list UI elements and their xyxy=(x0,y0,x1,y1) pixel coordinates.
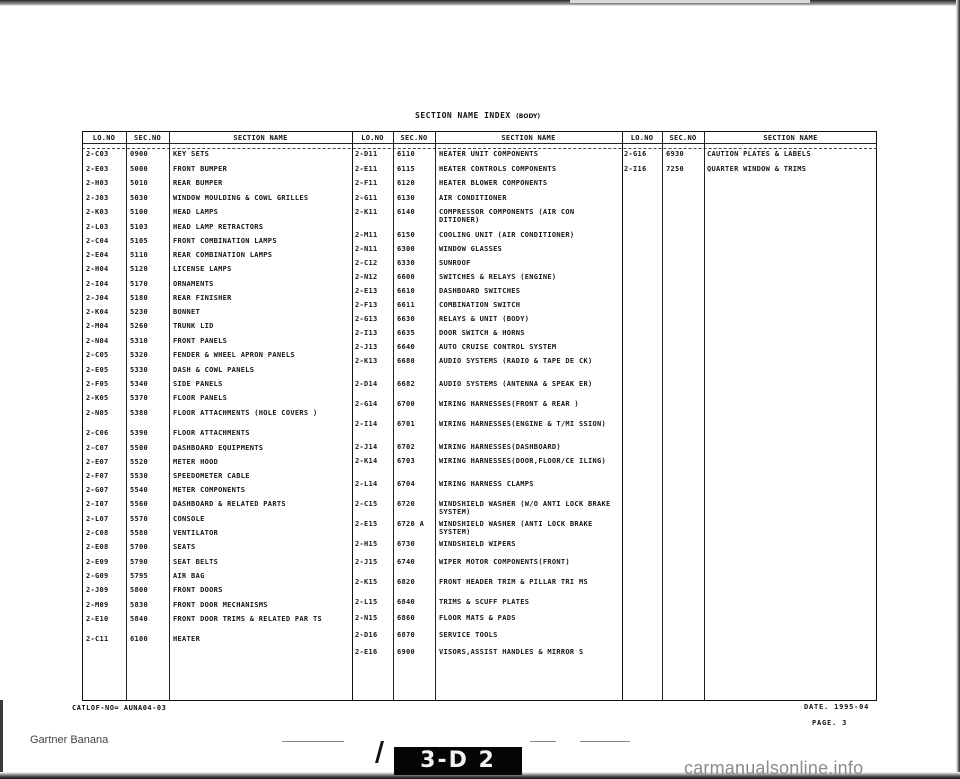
index-lo-cell: 2-M09 xyxy=(86,601,109,609)
index-name-cell: WIRING HARNESSES(DASHBOARD) xyxy=(439,443,561,451)
index-lo-cell: 2-K11 xyxy=(355,208,378,216)
index-name-cell: REAR FINISHER xyxy=(173,294,232,302)
index-sec-cell: 5105 xyxy=(130,237,149,245)
index-lo-cell: 2-F13 xyxy=(355,301,378,309)
index-name-cell: COMBINATION SWITCH xyxy=(439,301,521,309)
index-sec-cell: 5170 xyxy=(130,280,149,288)
col-divider xyxy=(704,131,705,701)
index-lo-cell: 2-K03 xyxy=(86,208,109,216)
index-name-cell: QUARTER WINDOW & TRIMS xyxy=(707,165,807,173)
header-section-name: SECTION NAME xyxy=(501,134,556,142)
index-lo-cell: 2-I04 xyxy=(86,280,109,288)
index-sec-cell: 6870 xyxy=(397,631,416,639)
index-lo-cell: 2-D16 xyxy=(355,631,378,639)
index-name-cell: AUTO CRUISE CONTROL SYSTEM xyxy=(439,343,557,351)
index-name-cell: FRONT PANELS xyxy=(173,337,228,345)
index-lo-cell: 2-C07 xyxy=(86,444,109,452)
index-name-cell: ORNAMENTS xyxy=(173,280,214,288)
index-name-cell: DOOR SWITCH & HORNS xyxy=(439,329,525,337)
index-name-cell: KEY SETS xyxy=(173,150,210,158)
scan-edge-top xyxy=(0,0,960,6)
col-divider xyxy=(435,131,436,701)
index-lo-cell: 2-L07 xyxy=(86,515,109,523)
header-lo-no: LO.NO xyxy=(630,134,654,142)
index-sec-cell: 6600 xyxy=(397,273,416,281)
index-lo-cell: 2-E03 xyxy=(86,165,109,173)
index-sec-cell: 6900 xyxy=(397,648,416,656)
col-divider xyxy=(662,131,663,701)
index-sec-cell: 5120 xyxy=(130,265,149,273)
index-sec-cell: 6720 xyxy=(397,500,416,508)
index-sec-cell: 6702 xyxy=(397,443,416,451)
index-name-cell: FRONT HEADER TRIM & PILLAR TRI MS xyxy=(439,578,588,586)
index-sec-cell: 7250 xyxy=(666,165,685,173)
index-sec-cell: 5340 xyxy=(130,380,149,388)
index-name-cell: DASHBOARD & RELATED PARTS xyxy=(173,500,286,508)
index-sec-cell: 5180 xyxy=(130,294,149,302)
index-sec-cell: 6630 xyxy=(397,315,416,323)
catalog-number: CATLOF-NO= AUNA04-03 xyxy=(72,704,167,712)
header-lo-no: LO.NO xyxy=(361,134,384,142)
index-name-cell: FLOOR ATTACHMENTS xyxy=(173,429,250,437)
index-lo-cell: 2-G09 xyxy=(86,572,109,580)
index-sec-cell: 5700 xyxy=(130,543,149,551)
index-lo-cell: 2-M11 xyxy=(355,231,378,239)
index-name-cell: METER COMPONENTS xyxy=(173,486,246,494)
index-lo-cell: 2-E08 xyxy=(86,543,109,551)
index-name-cell: SUNROOF xyxy=(439,259,471,267)
index-name-cell: WINDSHIELD WASHER (ANTI LOCK BRAKE SYSTEM) xyxy=(439,520,593,536)
index-lo-cell: 2-K04 xyxy=(86,308,109,316)
index-lo-cell: 2-E11 xyxy=(355,165,378,173)
index-sec-cell: 5230 xyxy=(130,308,149,316)
index-name-cell: HEATER UNIT COMPONENTS xyxy=(439,150,539,158)
scan-dash xyxy=(282,741,344,742)
scan-dash xyxy=(530,741,556,742)
index-sec-cell: 5790 xyxy=(130,558,149,566)
index-name-cell: COMPRESSOR COMPONENTS (AIR CON DITIONER) xyxy=(439,208,575,224)
index-lo-cell: 2-C15 xyxy=(355,500,378,508)
index-sec-cell: 6120 xyxy=(397,179,416,187)
index-lo-cell: 2-G14 xyxy=(355,400,378,408)
index-name-cell: FENDER & WHEEL APRON PANELS xyxy=(173,351,295,359)
index-lo-cell: 2-I14 xyxy=(355,420,378,428)
index-lo-cell: 2-I07 xyxy=(86,500,109,508)
index-lo-cell: 2-J03 xyxy=(86,194,109,202)
index-lo-cell: 2-F11 xyxy=(355,179,378,187)
index-sec-cell: 5580 xyxy=(130,529,149,537)
index-sec-cell: 5310 xyxy=(130,337,149,345)
index-name-cell: DASHBOARD SWITCHES xyxy=(439,287,521,295)
index-lo-cell: 2-E13 xyxy=(355,287,378,295)
scan-edge-right xyxy=(956,0,960,779)
index-lo-cell: 2-D14 xyxy=(355,380,378,388)
index-name-cell: WIRING HARNESSES(DOOR,FLOOR/CE ILING) xyxy=(439,457,607,465)
index-name-cell: WINDOW MOULDING & COWL GRILLES xyxy=(173,194,309,202)
index-sec-cell: 6635 xyxy=(397,329,416,337)
index-name-cell: SWITCHES & RELAYS (ENGINE) xyxy=(439,273,557,281)
index-lo-cell: 2-E09 xyxy=(86,558,109,566)
index-sec-cell: 5500 xyxy=(130,444,149,452)
index-sec-cell: 6330 xyxy=(397,259,416,267)
index-sec-cell: 5570 xyxy=(130,515,149,523)
index-sec-cell: 5000 xyxy=(130,165,149,173)
index-name-cell: WINDSHIELD WIPERS xyxy=(439,540,516,548)
scan-edge-top-gap xyxy=(570,0,810,3)
index-name-cell: SPEEDOMETER CABLE xyxy=(173,472,250,480)
col-divider xyxy=(393,131,394,701)
index-name-cell: HEATER CONTROLS COMPONENTS xyxy=(439,165,557,173)
index-sec-cell: 6860 xyxy=(397,614,416,622)
index-lo-cell: 2-C11 xyxy=(86,635,109,643)
index-name-cell: WIRING HARNESS CLAMPS xyxy=(439,480,534,488)
index-name-cell: AIR CONDITIONER xyxy=(439,194,507,202)
index-sec-cell: 5520 xyxy=(130,458,149,466)
index-name-cell: SERVICE TOOLS xyxy=(439,631,498,639)
index-lo-cell: 2-G07 xyxy=(86,486,109,494)
index-sec-cell: 6740 xyxy=(397,558,416,566)
index-sec-cell: 6720 A xyxy=(397,520,425,528)
index-lo-cell: 2-K15 xyxy=(355,578,378,586)
index-sec-cell: 6701 xyxy=(397,420,416,428)
index-lo-cell: 2-N05 xyxy=(86,409,109,417)
group-divider xyxy=(352,131,353,701)
index-sec-cell: 5010 xyxy=(130,179,149,187)
index-name-cell: DASH & COWL PANELS xyxy=(173,366,255,374)
page-code-label: 3-D 2 xyxy=(394,747,522,775)
header-sec-no: SEC.NO xyxy=(400,134,428,142)
watermark: carmanualsonline.info xyxy=(684,758,864,778)
index-sec-cell: 5540 xyxy=(130,486,149,494)
index-sec-cell: 6704 xyxy=(397,480,416,488)
index-name-cell: WINDSHIELD WASHER (W/O ANTI LOCK BRAKE SYSTEM) xyxy=(439,500,611,516)
index-lo-cell: 2-K14 xyxy=(355,457,378,465)
index-lo-cell: 2-M04 xyxy=(86,322,109,330)
index-name-cell: WIRING HARNESSES(FRONT & REAR ) xyxy=(439,400,579,408)
index-lo-cell: 2-K13 xyxy=(355,357,378,365)
index-sec-cell: 6840 xyxy=(397,598,416,606)
index-lo-cell: 2-N04 xyxy=(86,337,109,345)
index-sec-cell: 5800 xyxy=(130,586,149,594)
index-name-cell: VISORS,ASSIST HANDLES & MIRROR S xyxy=(439,648,584,656)
index-sec-cell: 5100 xyxy=(130,208,149,216)
index-lo-cell: 2-L03 xyxy=(86,223,109,231)
index-name-cell: FRONT COMBINATION LAMPS xyxy=(173,237,277,245)
index-name-cell: TRUNK LID xyxy=(173,322,214,330)
index-lo-cell: 2-L14 xyxy=(355,480,378,488)
index-name-cell: FRONT BUMPER xyxy=(173,165,228,173)
index-lo-cell: 2-E16 xyxy=(355,648,378,656)
index-lo-cell: 2-G13 xyxy=(355,315,378,323)
index-sec-cell: 6703 xyxy=(397,457,416,465)
index-sec-cell: 6150 xyxy=(397,231,416,239)
index-name-cell: HEATER xyxy=(173,635,201,643)
header-sec-no: SEC.NO xyxy=(133,134,162,142)
index-name-cell: CONSOLE xyxy=(173,515,205,523)
title-text: SECTION NAME INDEX xyxy=(415,111,511,120)
index-name-cell: WINDOW GLASSES xyxy=(439,245,503,253)
index-name-cell: HEATER BLOWER COMPONENTS xyxy=(439,179,548,187)
section-index-table xyxy=(82,131,877,701)
index-lo-cell: 2-C04 xyxy=(86,237,109,245)
index-name-cell: AIR BAG xyxy=(173,572,205,580)
document-title xyxy=(415,111,540,120)
index-sec-cell: 6611 xyxy=(397,301,416,309)
index-name-cell: DASHBOARD EQUIPMENTS xyxy=(173,444,264,452)
title-note: (BODY) xyxy=(516,113,541,120)
index-name-cell: FRONT DOORS xyxy=(173,586,223,594)
index-name-cell: FRONT DOOR MECHANISMS xyxy=(173,601,268,609)
index-name-cell: HEAD LAMP RETRACTORS xyxy=(173,223,264,231)
index-sec-cell: 5560 xyxy=(130,500,149,508)
index-lo-cell: 2-E07 xyxy=(86,458,109,466)
index-name-cell: AUDIO SYSTEMS (ANTENNA & SPEAK ER) xyxy=(439,380,593,388)
index-sec-cell: 6730 xyxy=(397,540,416,548)
scan-credit: Gartner Banana xyxy=(30,734,109,746)
index-sec-cell: 5530 xyxy=(130,472,149,480)
header-lo-no: LO.NO xyxy=(92,134,116,142)
index-lo-cell: 2-C08 xyxy=(86,529,109,537)
index-sec-cell: 5330 xyxy=(130,366,149,374)
index-name-cell: FLOOR ATTACHMENTS (HOLE COVERS ) xyxy=(173,409,318,417)
issue-date: DATE. 1995-04 xyxy=(804,703,870,711)
index-sec-cell: 6300 xyxy=(397,245,416,253)
index-sec-cell: 6682 xyxy=(397,380,416,388)
index-lo-cell: 2-H15 xyxy=(355,540,378,548)
index-lo-cell: 2-J09 xyxy=(86,586,109,594)
index-lo-cell: 2-J15 xyxy=(355,558,378,566)
index-sec-cell: 6930 xyxy=(666,150,685,158)
index-sec-cell: 5795 xyxy=(130,572,149,580)
index-sec-cell: 0900 xyxy=(130,150,149,158)
header-section-name: SECTION NAME xyxy=(763,134,818,142)
index-sec-cell: 6110 xyxy=(397,150,416,158)
index-name-cell: CAUTION PLATES & LABELS xyxy=(707,150,811,158)
index-lo-cell: 2-N15 xyxy=(355,614,378,622)
col-divider xyxy=(169,131,170,701)
scan-edge-left xyxy=(0,700,3,779)
index-sec-cell: 5370 xyxy=(130,394,149,402)
index-name-cell: LICENSE LAMPS xyxy=(173,265,232,273)
index-lo-cell: 2-D11 xyxy=(355,150,378,158)
scan-dash xyxy=(580,741,630,742)
index-sec-cell: 5110 xyxy=(130,251,149,259)
index-sec-cell: 5830 xyxy=(130,601,149,609)
index-lo-cell: 2-J13 xyxy=(355,343,378,351)
index-lo-cell: 2-G11 xyxy=(355,194,378,202)
index-lo-cell: 2-I16 xyxy=(624,165,647,173)
index-sec-cell: 6115 xyxy=(397,165,416,173)
index-lo-cell: 2-I13 xyxy=(355,329,378,337)
index-lo-cell: 2-F07 xyxy=(86,472,109,480)
index-name-cell: SIDE PANELS xyxy=(173,380,223,388)
index-sec-cell: 6700 xyxy=(397,400,416,408)
index-lo-cell: 2-H03 xyxy=(86,179,109,187)
index-lo-cell: 2-C06 xyxy=(86,429,109,437)
group-divider xyxy=(622,131,623,701)
col-divider xyxy=(126,131,127,701)
index-lo-cell: 2-J04 xyxy=(86,294,109,302)
index-lo-cell: 2-E04 xyxy=(86,251,109,259)
index-lo-cell: 2-N11 xyxy=(355,245,378,253)
index-name-cell: WIRING HARNESSES(ENGINE & T/MI SSION) xyxy=(439,420,607,428)
index-name-cell: FLOOR PANELS xyxy=(173,394,228,402)
index-name-cell: FRONT DOOR TRIMS & RELATED PAR TS xyxy=(173,615,322,623)
index-sec-cell: 6640 xyxy=(397,343,416,351)
header-rule xyxy=(82,143,877,144)
index-name-cell: COOLING UNIT (AIR CONDITIONER) xyxy=(439,231,575,239)
index-sec-cell: 5390 xyxy=(130,429,149,437)
index-sec-cell: 5320 xyxy=(130,351,149,359)
index-lo-cell: 2-F05 xyxy=(86,380,109,388)
index-name-cell: FLOOR MATS & PADS xyxy=(439,614,516,622)
header-section-name: SECTION NAME xyxy=(233,134,288,142)
index-lo-cell: 2-K05 xyxy=(86,394,109,402)
index-lo-cell: 2-L15 xyxy=(355,598,378,606)
index-name-cell: HEAD LAMPS xyxy=(173,208,219,216)
index-lo-cell: 2-J14 xyxy=(355,443,378,451)
index-lo-cell: 2-C05 xyxy=(86,351,109,359)
index-sec-cell: 6820 xyxy=(397,578,416,586)
index-name-cell: SEATS xyxy=(173,543,196,551)
index-lo-cell: 2-G16 xyxy=(624,150,647,158)
index-sec-cell: 5103 xyxy=(130,223,149,231)
index-sec-cell: 6100 xyxy=(130,635,149,643)
header-dashed-rule xyxy=(82,148,877,149)
index-lo-cell: 2-E10 xyxy=(86,615,109,623)
index-lo-cell: 2-E05 xyxy=(86,366,109,374)
header-sec-no: SEC.NO xyxy=(669,134,697,142)
index-sec-cell: 6610 xyxy=(397,287,416,295)
index-lo-cell: 2-N12 xyxy=(355,273,378,281)
index-name-cell: VENTILATOR xyxy=(173,529,219,537)
index-name-cell: SEAT BELTS xyxy=(173,558,219,566)
index-name-cell: TRIMS & SCUFF PLATES xyxy=(439,598,530,606)
index-name-cell: REAR COMBINATION LAMPS xyxy=(173,251,273,259)
index-sec-cell: 6130 xyxy=(397,194,416,202)
index-sec-cell: 5260 xyxy=(130,322,149,330)
index-sec-cell: 6140 xyxy=(397,208,416,216)
index-sec-cell: 5380 xyxy=(130,409,149,417)
index-name-cell: AUDIO SYSTEMS (RADIO & TAPE DE CK) xyxy=(439,357,593,365)
page-code-mark xyxy=(375,741,384,763)
index-sec-cell: 5030 xyxy=(130,194,149,202)
index-lo-cell: 2-H04 xyxy=(86,265,109,273)
index-lo-cell: 2-C12 xyxy=(355,259,378,267)
index-name-cell: REAR BUMPER xyxy=(173,179,223,187)
index-name-cell: BONNET xyxy=(173,308,201,316)
index-name-cell: METER HOOD xyxy=(173,458,219,466)
page-number: PAGE. 3 xyxy=(812,719,848,727)
index-lo-cell: 2-E15 xyxy=(355,520,378,528)
index-lo-cell: 2-C03 xyxy=(86,150,109,158)
index-name-cell: RELAYS & UNIT (BODY) xyxy=(439,315,530,323)
index-name-cell: WIPER MOTOR COMPONENTS(FRONT) xyxy=(439,558,570,566)
index-sec-cell: 6680 xyxy=(397,357,416,365)
index-sec-cell: 5840 xyxy=(130,615,149,623)
